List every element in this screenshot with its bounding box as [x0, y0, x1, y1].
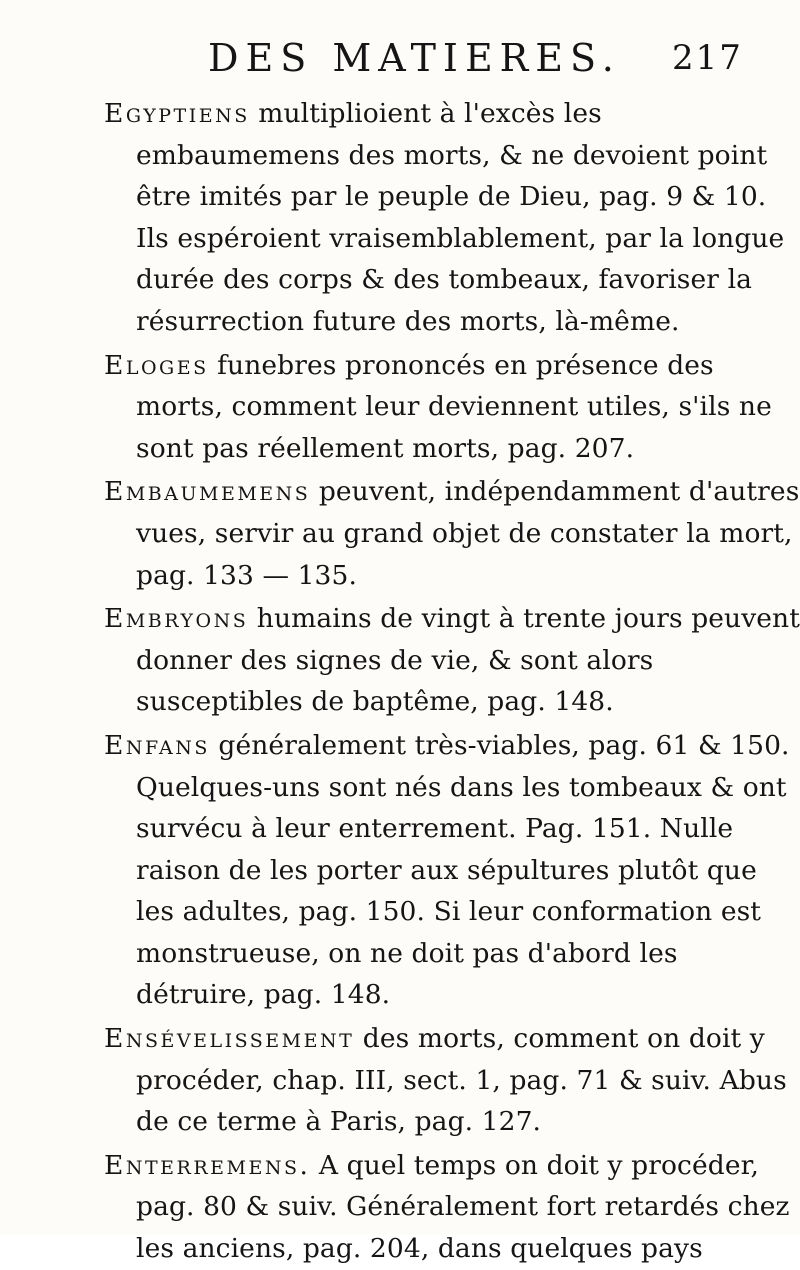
- entry-text: des morts, comment on doit y procéder, chap. III, sect. 1, pag. 71 & suiv. Abus de ce terme à Paris, pag. 127.: [136, 1023, 787, 1138]
- page-header: [0, 34, 800, 94]
- page-number: 217: [672, 38, 743, 78]
- index-entry-enterremens: [0, 1145, 800, 1270]
- entry-headword: Ensévelissement: [104, 1023, 355, 1055]
- entry-text: funebres prononcés en présence des morts, comment leur deviennent utiles, s'ils ne sont pas réellement morts, pag. 207.: [136, 349, 772, 464]
- index-entry-embryons: [0, 598, 800, 723]
- index-entries: [0, 93, 800, 1270]
- entry-text: généralement très-viables, pag. 61 & 150. Quelques-uns sont nés dans les tombeaux & ont survécu à leur enterrement. Pag. 151. Nulle raison de les porter aux sépultures plutôt que les adultes, pag. 150. Si leur conformation est monstrueuse, on ne doit pas d'abord les détruire, pag. 148.: [136, 729, 790, 1011]
- index-entry-egyptiens: [0, 93, 800, 343]
- index-entry-embaumemens: [0, 471, 800, 596]
- entry-headword: Embryons: [104, 603, 249, 635]
- entry-headword: Enfans: [104, 729, 210, 761]
- entry-text: A quel temps on doit y procéder, pag. 80 & suiv. Généralement fort retardés chez les anciens, pag. 204, dans quelques pays: [136, 1149, 790, 1265]
- entry-headword: Eloges: [104, 349, 209, 381]
- entry-headword: Enterremens.: [104, 1149, 311, 1181]
- index-entry-eloges: [0, 345, 800, 470]
- running-head: DES MATIERES.: [208, 36, 621, 80]
- entry-headword: Embaumemens: [104, 476, 311, 508]
- entry-text: humains de vingt à trente jours peuvent donner des signes de vie, & sont alors susceptibles de baptême, pag. 148.: [136, 603, 800, 718]
- entry-text: multiplioient à l'excès les embaumemens des morts, & ne devoient point être imités par le peuple de Dieu, pag. 9 & 10. Ils espéroient vraisemblablement, par la longue durée des corps & des tombeaux, favoriser la résurrection future des morts, là-même.: [136, 98, 785, 337]
- entry-headword: Egyptiens: [104, 98, 250, 129]
- index-entry-ensevelissement: [0, 1018, 800, 1143]
- entry-text: peuvent, indépendamment d'autres vues, servir au grand objet de constater la mort, pag. 133 — 135.: [136, 476, 800, 591]
- index-entry-enfans: [0, 725, 800, 1016]
